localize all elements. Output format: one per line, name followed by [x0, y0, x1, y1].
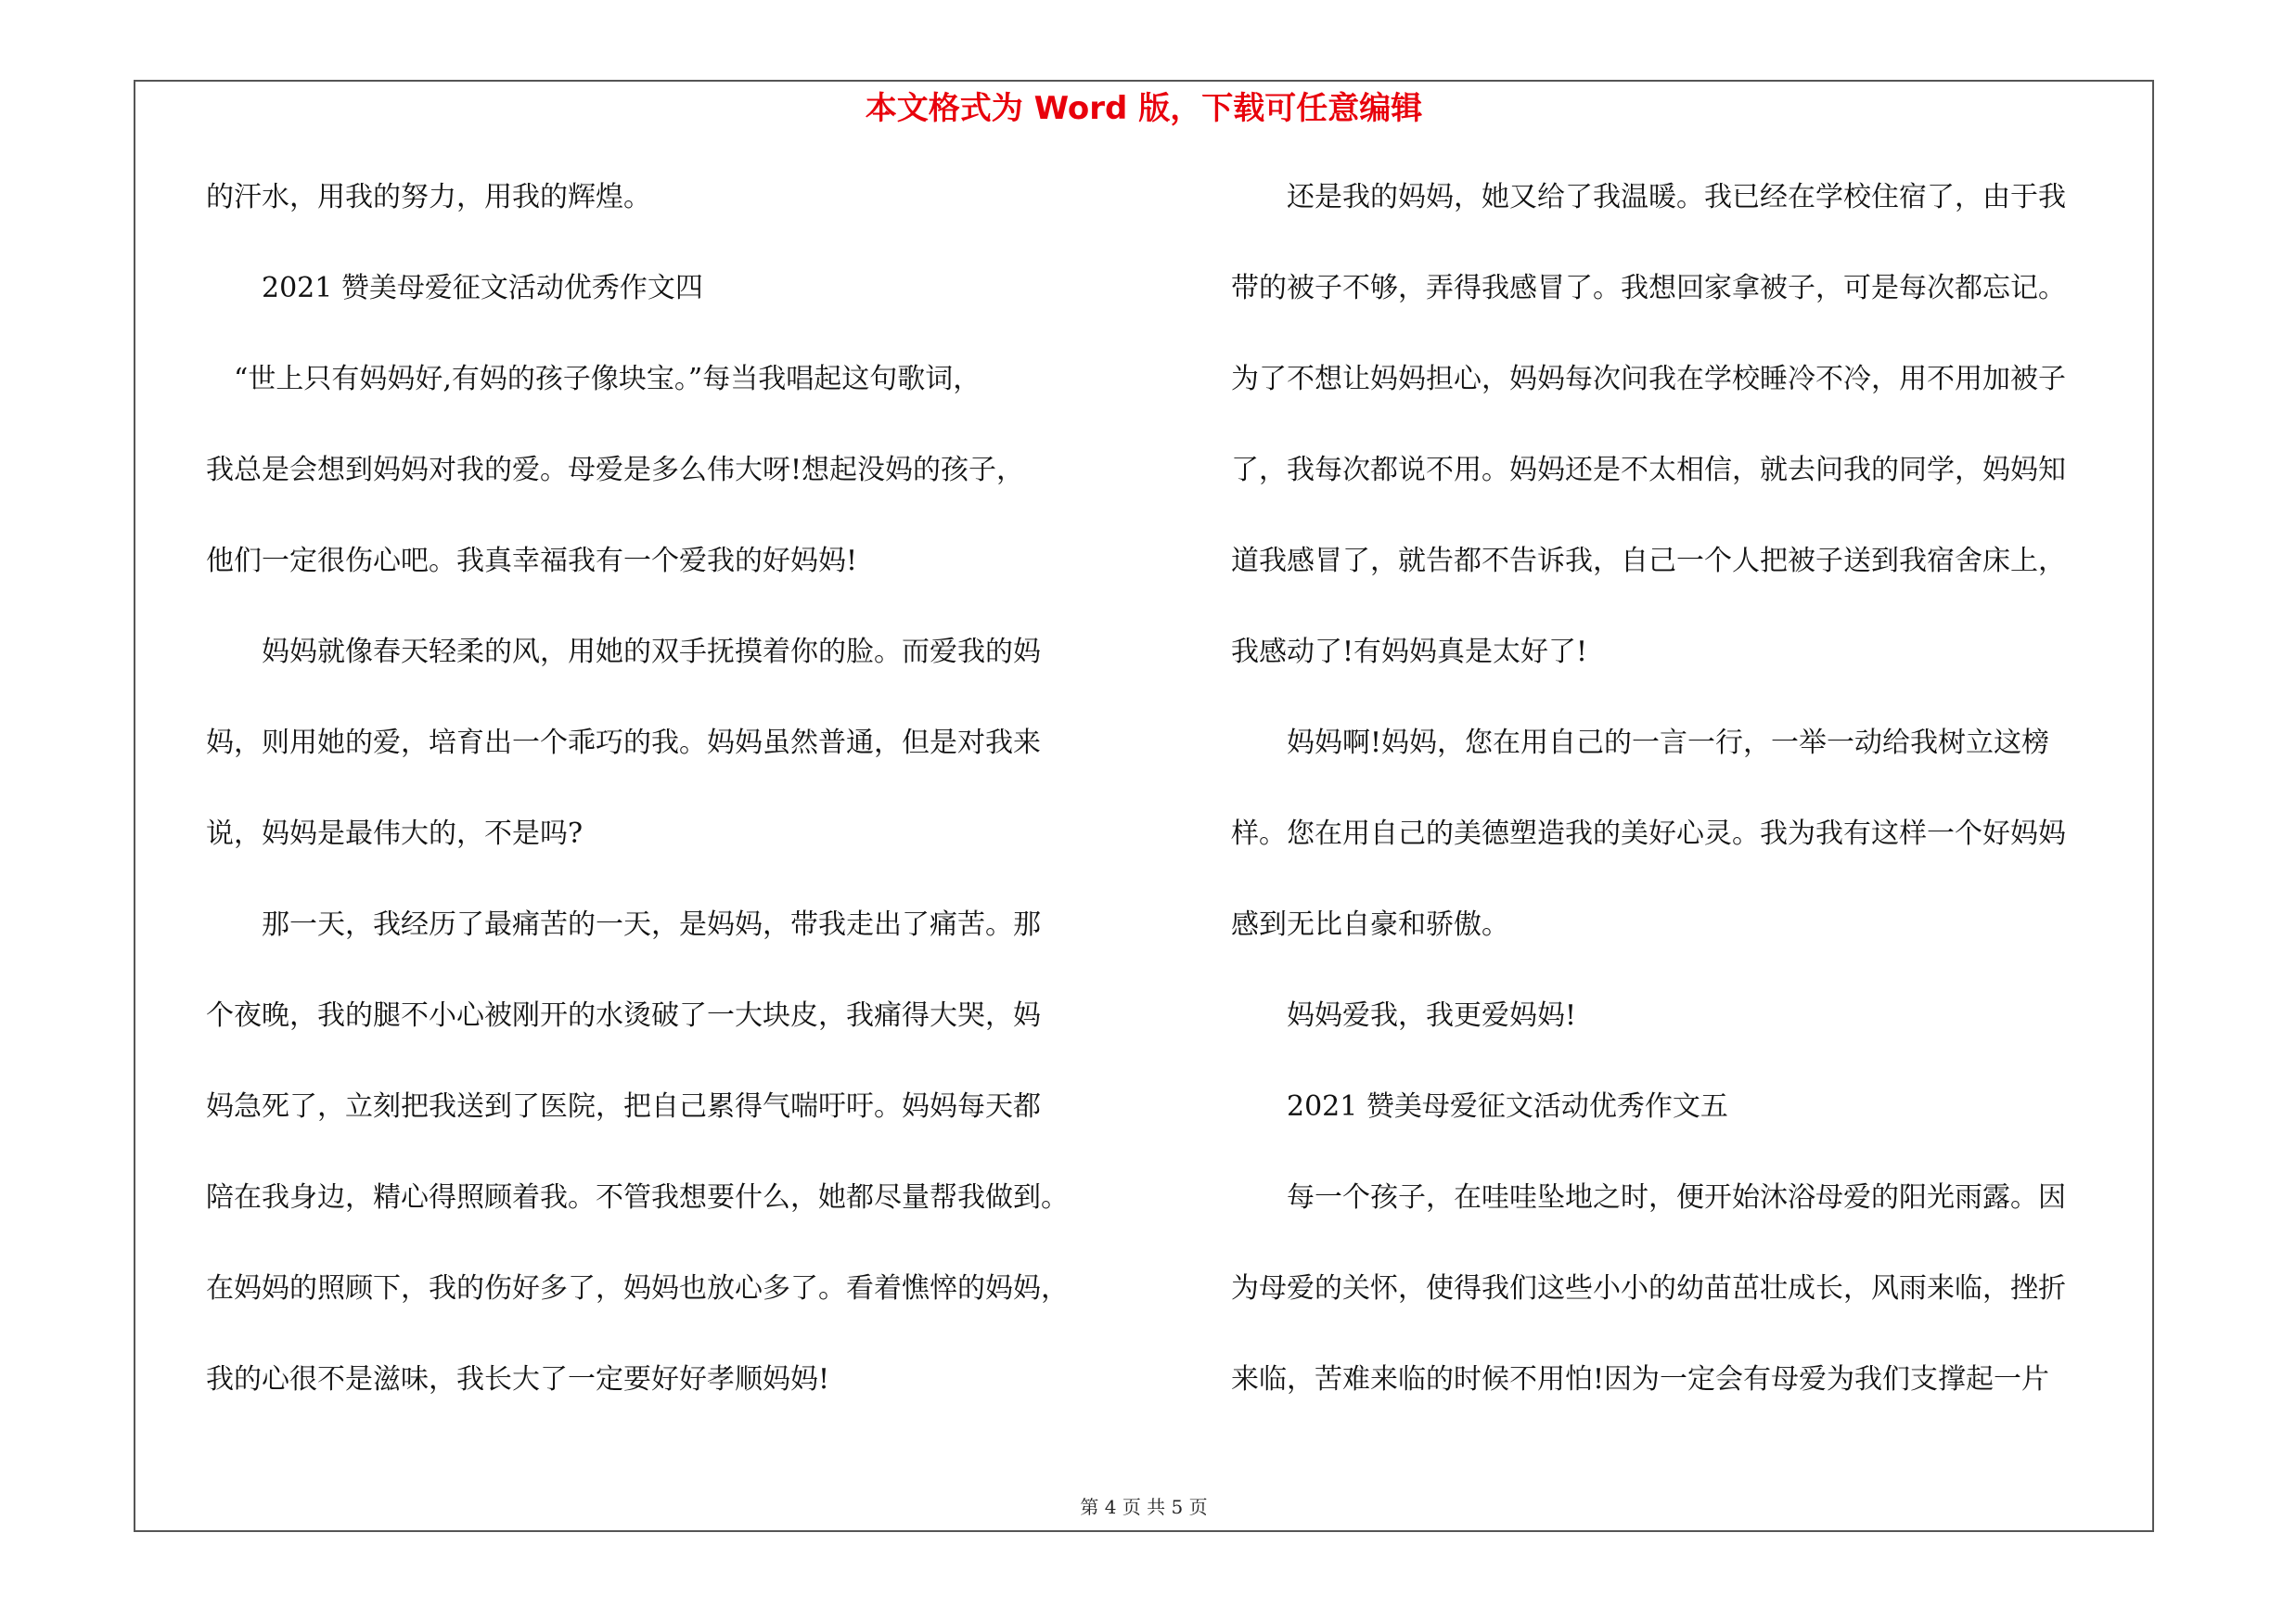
- text-line: 样。您在用自己的美德塑造我的美好心灵。我为我有这样一个好妈妈: [1231, 818, 2066, 850]
- text-line: 在妈妈的照顾下，我的伤好多了，妈妈也放心多了。看着憔悴的妈妈，: [206, 1272, 1069, 1305]
- text-line: 还是我的妈妈，她又给了我温暖。我已经在学校住宿了，由于我: [1231, 181, 2066, 213]
- text-line: 道我感冒了，就告都不告诉我，自己一个人把被子送到我宿舍床上，: [1231, 545, 2066, 577]
- page-number: 第 4 页 共 5 页: [1080, 1496, 1208, 1518]
- text-line: 每一个孩子，在哇哇坠地之时，便开始沐浴母爱的阳光雨露。因: [1231, 1181, 2066, 1214]
- text-line: 他们一定很伤心吧。我真幸福我有一个爱我的好妈妈!: [206, 545, 858, 577]
- text-line: 我总是会想到妈妈对我的爱。母爱是多么伟大呀!想起没妈的孩子，: [206, 454, 1025, 486]
- text-line: 个夜晚，我的腿不小心被刚开的水烫破了一大块皮，我痛得大哭，妈: [206, 999, 1041, 1032]
- text-line: 来临，苦难来临的时候不用怕!因为一定会有母爱为我们支撑起一片: [1231, 1363, 2050, 1396]
- text-line: 妈妈啊!妈妈，您在用自己的一言一行，一举一动给我树立这榜: [1231, 727, 2050, 759]
- section-heading: 2021 赞美母爱征文活动优秀作文四: [206, 272, 703, 304]
- text-line: “世上只有妈妈好,有妈的孩子像块宝。”每当我唱起这句歌词，: [206, 363, 981, 395]
- text-line: 那一天，我经历了最痛苦的一天，是妈妈，带我走出了痛苦。那: [206, 908, 1041, 941]
- section-heading: 2021 赞美母爱征文活动优秀作文五: [1231, 1090, 1728, 1123]
- text-line: 妈，则用她的爱，培育出一个乖巧的我。妈妈虽然普通，但是对我来: [206, 727, 1041, 759]
- text-line: 妈妈爱我，我更爱妈妈!: [1231, 999, 1577, 1032]
- text-line: 说，妈妈是最伟大的，不是吗?: [206, 818, 584, 850]
- text-line: 妈妈就像春天轻柔的风，用她的双手抚摸着你的脸。而爱我的妈: [206, 636, 1041, 668]
- text-line: 感到无比自豪和骄傲。: [1231, 908, 1509, 941]
- text-line: 陪在我身边，精心得照顾着我。不管我想要什么，她都尽量帮我做到。: [206, 1181, 1069, 1214]
- text-line: 了，我每次都说不用。妈妈还是不太相信，就去问我的同学，妈妈知: [1231, 454, 2066, 486]
- text-line: 的汗水，用我的努力，用我的辉煌。: [206, 181, 651, 213]
- right-column: [1231, 182, 2166, 1455]
- text-line: 妈急死了，立刻把我送到了医院，把自己累得气喘吁吁。妈妈每天都: [206, 1090, 1041, 1123]
- text-line: 为母爱的关怀，使得我们这些小小的幼苗茁壮成长，风雨来临，挫折: [1231, 1272, 2066, 1305]
- text-line: 带的被子不够，弄得我感冒了。我想回家拿被子，可是每次都忘记。: [1231, 272, 2066, 304]
- left-column: [206, 182, 1134, 1455]
- text-line: 我感动了!有妈妈真是太好了!: [1231, 636, 1588, 668]
- text-line: 我的心很不是滋味，我长大了一定要好好孝顺妈妈!: [206, 1363, 830, 1396]
- text-line: 为了不想让妈妈担心，妈妈每次问我在学校睡冷不冷，用不用加被子: [1231, 363, 2066, 395]
- format-banner: 本文格式为 Word 版，下载可任意编辑: [865, 90, 1423, 127]
